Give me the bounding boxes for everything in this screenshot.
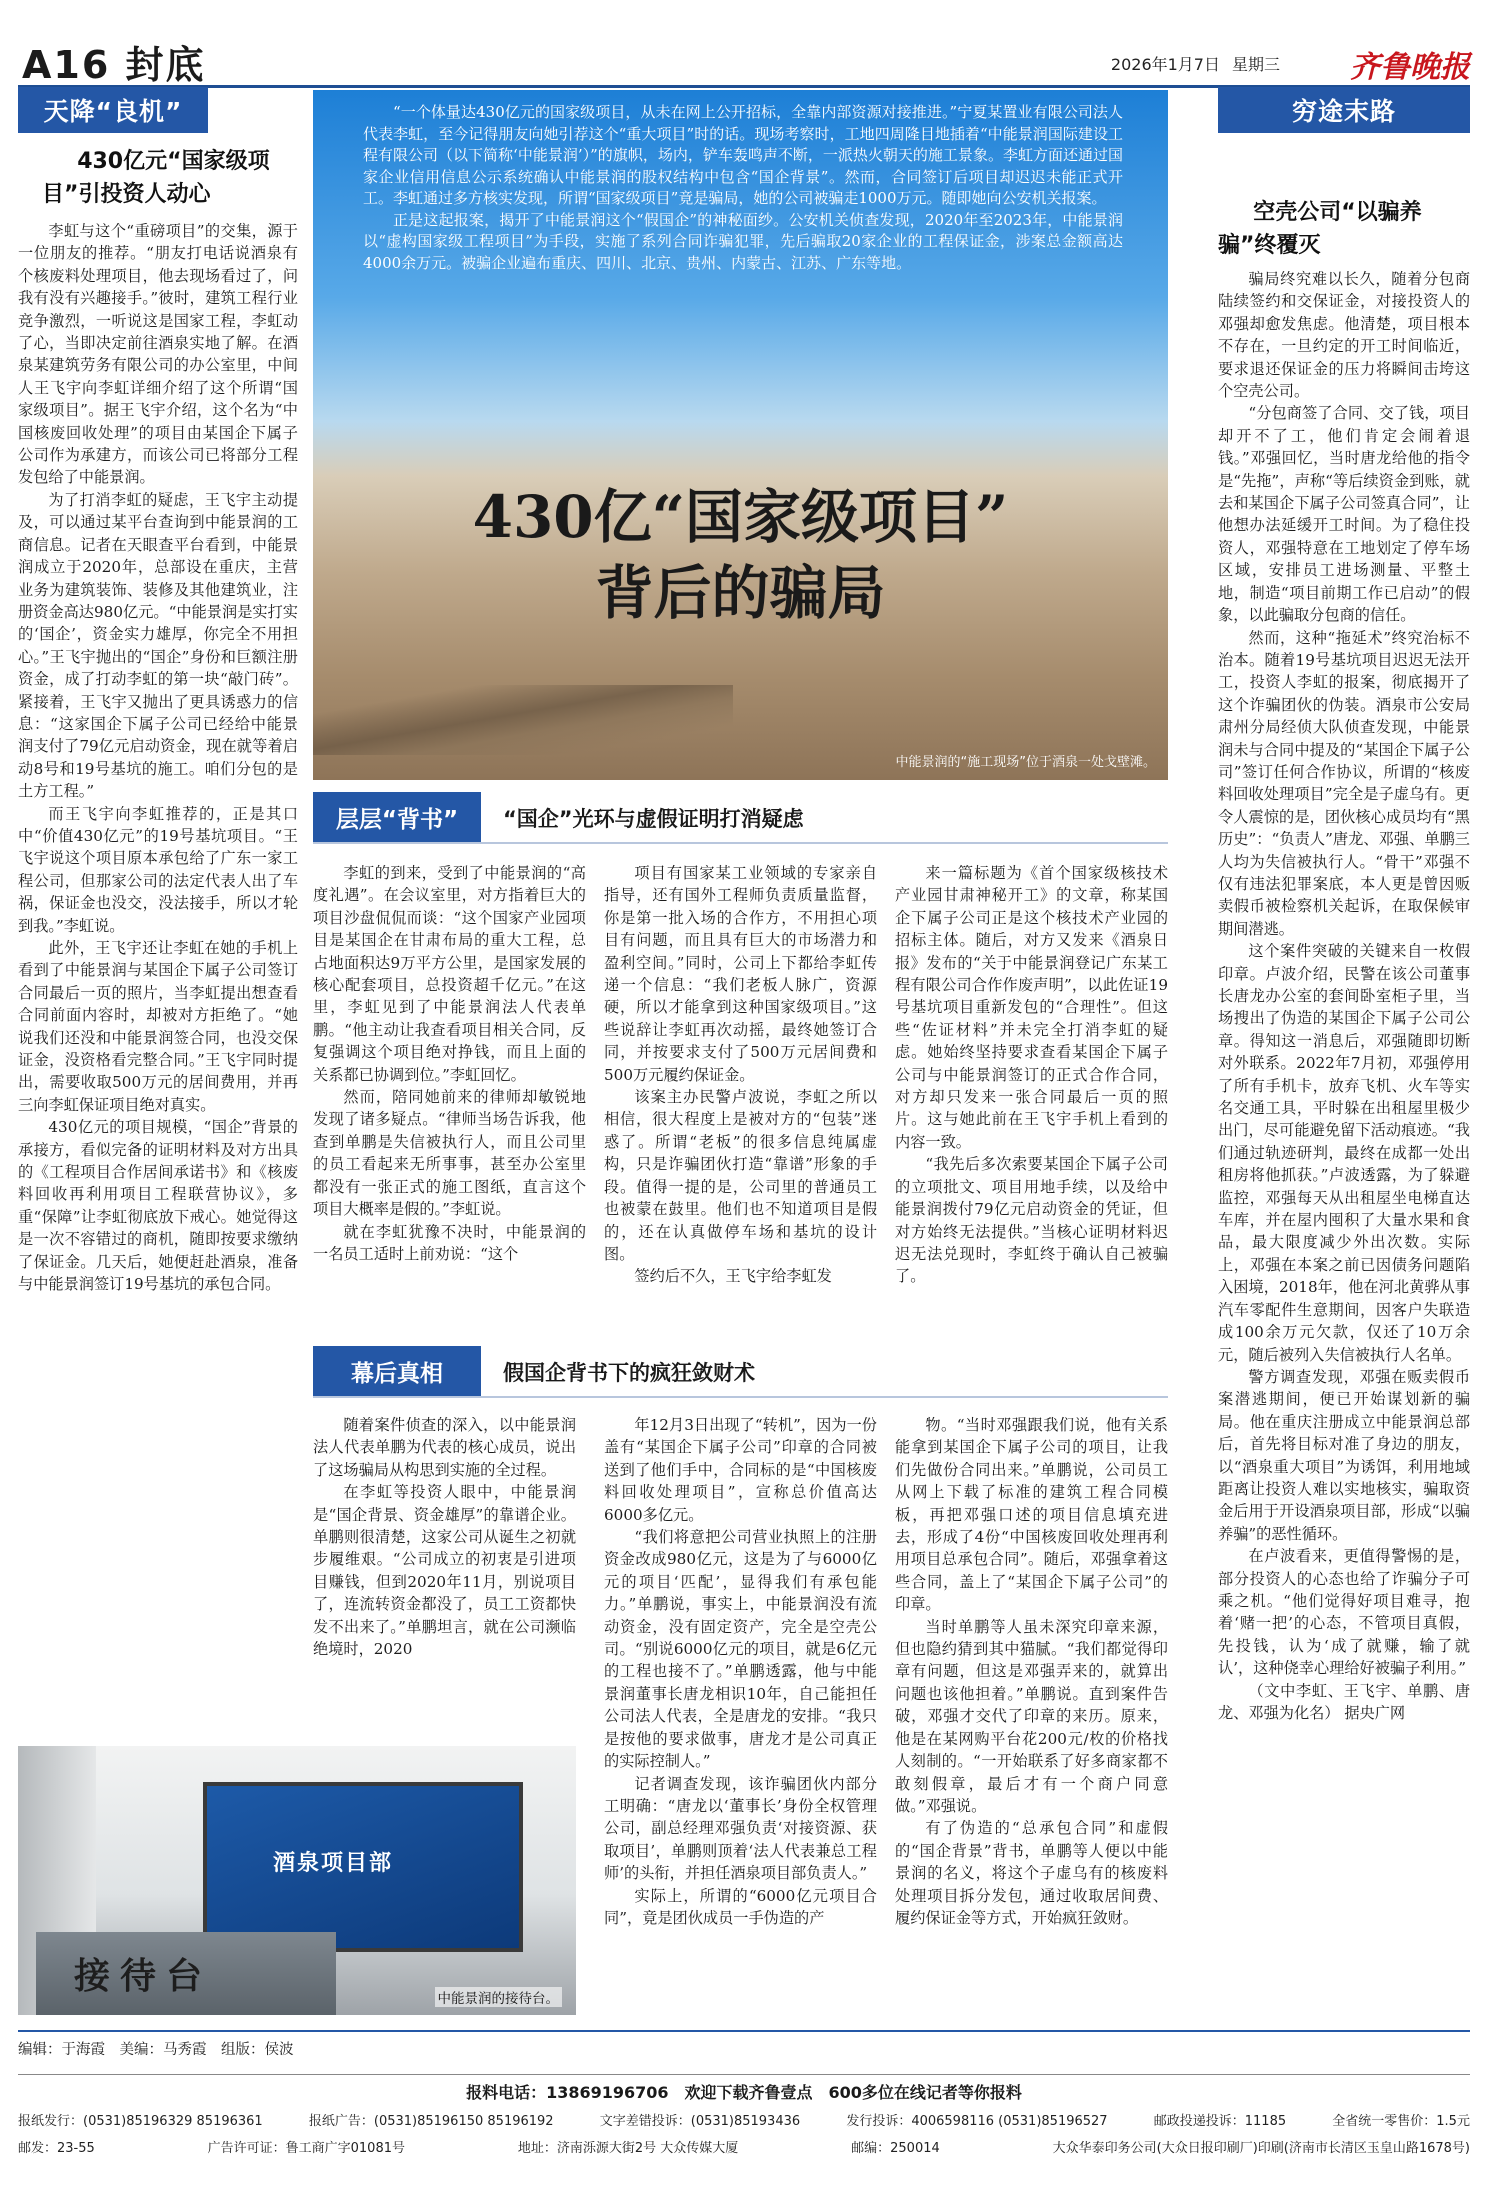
issue-date: 2026年1月7日: [1110, 55, 1220, 74]
left-paragraph: 而王飞宇向李虹推荐的，正是其口中“价值430亿元”的19号基坑项目。“王飞宇说这个项目原本承包给了广东一家工程公司，但那家公司的法定代表人出了车祸，保证金也没交，没法接手，所以才轮到我。”李虹说。: [18, 804, 298, 935]
paragraph: 物。“当时邓强跟我们说，他有关系能拿到某国企下属子公司的项目，让我们先做份合同出来。”单鹏说，公司员工从网上下载了标准的建筑工程合同模板，再把邓强口述的项目信息填充进去，形成了4份“中国核废回收处理再利用项目总承包合同”。随后，邓强拿着这些合同，盖上了“某国企下属子公司”的印章。: [895, 1416, 1168, 1614]
right-subtitle: 空壳公司“以骗养骗”终覆灭: [1218, 200, 1422, 258]
imprint-item: 广告许可证：鲁工商广字01081号: [207, 2141, 405, 2156]
right-paragraph: （文中李虹、王飞宇、单鹏、唐龙、邓强为化名） 据央广网: [1218, 1681, 1470, 1722]
paragraph: 来一篇标题为《首个国家级核技术产业园甘肃神秘开工》的文章，称某国企下属子公司正是这个核技术产业园的招标主体。随后，对方又发来《酒泉日报》发布的“关于中能景润登记广东某工程有限公司合作作废声明”，以此佐证19号基坑项目重新发包的“合理性”。但这些“佐证材料”并未完全打消李虹的疑虑。她始终坚持要求查看某国企下属子公司与中能景润签订的正式合作合同，对方却只发来一张合同最后一页的照片。这与她此前在王飞宇手机上看到的内容一致。: [895, 864, 1168, 1151]
paragraph: “我们将意把公司营业执照上的注册资金改成980亿元，这是为了与6000亿元的项目‘匹配’，显得我们有承包能力。”单鹏说，事实上，中能景润没有流动资金，没有固定资产，完全是空壳公司。“别说6000亿元的项目，就是6亿元的工程也接不了。”单鹏透露，他与中能景润董事长唐龙相识10年，自己能担任公司法人代表，全是唐龙的安排。“我只是按他的要求做事，唐龙才是公司真正的实际控制人。”: [604, 1528, 877, 1771]
paragraph: 有了伪造的“总承包合同”和虚假的“国企背景”背书，单鹏等人便以中能景润的名义，将这个子虚乌有的核废料处理项目拆分发包，通过收取居间费、履约保证金等方式，开始疯狂敛财。: [895, 1819, 1168, 1927]
section-subtitle: 假国企背书下的疯狂敛财术: [503, 1361, 755, 1385]
left-paragraph: 430亿元的项目规模，“国企”背景的承接方，看似完备的证明材料及对方出具的《工程项目合作居间承诺书》和《核废料回收再利用项目工程联营协议》，多重“保障”让李虹彻底放下戒心。她觉得这是一次不容错过的商机，随即按要求缴纳了保证金。几天后，她便赶赴酒泉，准备与中能景润签订19号基坑的承包合同。: [18, 1118, 298, 1294]
photo-reception-desk: 接待台: [36, 1932, 336, 2015]
left-paragraph: 此外，王飞宇还让李虹在她的手机上看到了中能景润与某国企下属子公司签订合同最后一页的照片，当李虹提出想查看合同前面内容时，却被对方拒绝了。“她说我们还没和中能景润签合同，也没交保证金，没资格看完整合同。”王飞宇同时提出，需要收取500万元的居间费用，并再三向李虹保证项目绝对真实。: [18, 939, 298, 1114]
paragraph: 李虹的到来，受到了中能景润的“高度礼遇”。在会议室里，对方指着巨大的项目沙盘侃侃而谈：“这个国家产业园项目是某国企在甘肃布局的重大工程，总占地面积达9万平方公里，是国家发展的核心配套项目，总投资超千亿元。”在这里，李虹见到了中能景润法人代表单鹏。“他主动让我查看项目相关合同，反复强调这个项目绝对挣钱，而且上面的关系都已协调到位。”李虹回忆。: [313, 864, 586, 1084]
hero-photo: [313, 90, 1168, 780]
paragraph: “我先后多次索要某国企下属子公司的立项批文、项目用地手续，以及给中能景润拨付79亿元启动资金的凭证，但对方始终无法提供。”当核心证明材料迟迟无法兑现时，李虹终于确认自己被骗了。: [895, 1155, 1168, 1286]
photo-wall-sign: 酒泉项目部: [203, 1782, 523, 1952]
right-paragraph: 警方调查发现，邓强在贩卖假币案潜逃期间，便已开始谋划新的骗局。他在重庆注册成立中能景润总部后，首先将目标对准了身边的朋友，以“酒泉重大项目”为诱饵，利用地域距离让投资人难以实地核实，骗取资金后用于开设酒泉项目部，形成“以骗养骗”的恶性循环。: [1218, 1367, 1470, 1543]
paragraph: 项目有国家某工业领域的专家亲自指导，还有国外工程师负责质量监督，你是第一批入场的合作方，不用担心项目有问题，而且具有巨大的市场潜力和盈利空间。”同时，公司上下都给李虹传递一个信息：“我们老板人脉广，资源硬，所以才能拿到这种国家级项目。”这些说辞让李虹再次动摇，最终她签订合同，并按要求支付了500万元居间费和500万元履约保证金。: [604, 864, 877, 1084]
imprint-item: 地址：济南泺源大街2号 大众传媒大厦: [517, 2141, 739, 2156]
right-paragraph: 这个案件突破的关键来自一枚假印章。卢波介绍，民警在该公司董事长唐龙办公室的套间卧室柜子里，当场搜出了伪造的某国企下属子公司公章。得知这一消息后，邓强随即切断对外联系。2022年7月初，邓强停用了所有手机卡，放弃飞机、火车等实名交通工具，平时躲在出租屋里极少出门，尽可能避免留下活动痕迹。“我们通过轨迹研判，最终在成都一处出租房将他抓获。”卢波透露，为了躲避监控，邓强每天从出租屋坐电梯直达车库，并在屋内囤积了大量水果和食品，最大限度减少外出次数。实际上，邓强在本案之前已因债务问题陷入困境，2018年，他在河北黄骅从事汽车零配件生意期间，因客户失联造成100余万元欠款，仅还了10万余元，随后被列入失信被执行人名单。: [1218, 942, 1470, 1364]
paragraph: 就在李虹犹豫不决时，中能景润的一名员工适时上前劝说：“这个: [313, 1222, 586, 1263]
newspaper-logo: 齐鲁晚报: [1350, 50, 1470, 85]
section-subtitle: “国企”光环与虚假证明打消疑虑: [503, 807, 804, 831]
right-paragraph: 骗局终究难以长久，随着分包商陆续签约和交保证金，对接投资人的邓强却愈发焦虑。他清楚，项目根本不存在，一旦约定的开工时间临近，要求退还保证金的压力将瞬间击垮这个空壳公司。: [1218, 270, 1470, 401]
sec2-column-2: [604, 1414, 877, 2024]
paragraph: 实际上，所谓的“6000亿元项目合同”，竟是团伙成员一手伪造的产: [604, 1886, 877, 1927]
section-tag: 层层“背书”: [313, 792, 481, 842]
left-subtitle: 430亿元“国家级项目”引投资人动心: [42, 149, 270, 207]
sec2-column-3: [895, 1414, 1168, 2024]
right-article: [1218, 268, 1470, 2024]
right-paragraph: 在卢波看来，更值得警惕的是，部分投资人的心态也给了诈骗分子可乘之机。“他们觉得好项目难寻，抱着‘赌一把’的心态，不管项目真假，先投钱，认为‘成了就赚，输了就认’，这种侥幸心理给好被骗子利用。”: [1218, 1547, 1470, 1678]
imprint-item: 邮编：250014: [851, 2141, 940, 2156]
editors-line: 编辑：于海霞 美编：马秀霞 组版：侯波: [18, 2030, 1470, 2064]
imprint-item: 报纸广告：(0531)85196150 85196192: [308, 2114, 554, 2129]
reception-photo: [18, 1746, 576, 2015]
left-article: [18, 220, 298, 1740]
hero-intro-paragraph: “一个体量达430亿元的国家级项目，从未在网上公开招标，全靠内部资源对接推进。”宁夏某置业有限公司法人代表李虹，至今记得朋友向她引荐这个“重大项目”时的话。现场考察时，工地四周隆目地插着“中能景润国际建设工程有限公司（以下简称‘中能景润’）”的旗帜，场内，铲车轰鸣声不断，一派热火朝天的施工景象。李虹方面还通过国家企业信用信息公示系统确认中能景润的股权结构中包含“国企背景”。然而，合同签订后项目却迟迟未能正式开工。李虹通过多方核实发现，所谓“国家级项目”竟是骗局，她的公司被骗走1000万元。随即她向公安机关报案。: [363, 103, 1123, 207]
sec1-column-3: [895, 862, 1168, 1322]
paragraph: 年12月3日出现了“转机”，因为一份盖有“某国企下属子公司”印章的合同被送到了他们手中，合同标的是“中国核废料回收处理项目”，宣称总价值高达6000多亿元。: [604, 1416, 877, 1524]
hero-intro: [363, 102, 1123, 274]
sec2-column-1: [313, 1414, 576, 1734]
paragraph: 在李虹等投资人眼中，中能景润是“国企背景、资金雄厚”的靠谱企业。单鹏则很清楚，这家公司从诞生之初就步履维艰。“公司成立的初衷是引进项目赚钱，但到2020年11月，别说项目了，连流转资金都没了，员工工资都快发不出来了。”单鹏坦言，就在公司濒临绝境时，2020: [313, 1483, 576, 1659]
news-hotline: 报料电话：13869196706 欢迎下载齐鲁壹点 600多位在线记者等你报料: [18, 2074, 1470, 2102]
photo-caption: 中能景润的接待台。: [435, 1987, 563, 2007]
sec1-column-1: [313, 862, 586, 1322]
headline-line-2: 背后的骗局: [595, 559, 886, 627]
imprint-item: 邮政投递投诉：11185: [1153, 2114, 1287, 2129]
left-paragraph: 为了打消李虹的疑虑，王飞宇主动提及，可以通过某平台查询到中能景润的工商信息。记者在天眼查平台看到，中能景润成立于2020年，总部设在重庆，主营业务为建筑装饰、装修及其他建筑业，注册资金高达980亿元。“中能景润是实打实的‘国企’，资金实力雄厚，你完全不用担心。”王飞宇抛出的“国企”身份和巨额注册资金，成了打动李虹的第一块“敲门砖”。紧接着，王飞宇又抛出了更具诱惑力的信息：“这家国企下属子公司已经给中能景润支付了79亿元启动资金，现在就等着启动8号和19号基坑的施工。咱们分包的是土方工程。”: [18, 490, 298, 801]
right-paragraph: “分包商签了合同、交了钱，项目却开不了工，他们肯定会闹着退钱。”邓强回忆，当时唐龙给他的指令是“先拖”，声称“等后续资金到账，就去和某国企下属子公司签真合同”，让他想办法延缓开工时间。为了稳住投资人，邓强特意在工地划定了停车场区域，安排员工进场测量、平整土地，制造“项目前期工作已启动”的假象，以此骗取分包商的信任。: [1218, 404, 1470, 625]
paragraph: 当时单鹏等人虽未深究印章来源，但也隐约猜到其中猫腻。“我们都觉得印章有问题，但这是邓强弄来的，就算出问题也该他担着。”单鹏说。直到案件告破，邓强才交代了印章的来历。原来，他是在某网购平台花200元/枚的价格找人刻制的。“一开始联系了好多商家都不敢刻假章，最后才有一个商户同意做。”邓强说。: [895, 1617, 1168, 1815]
left-paragraph: 李虹与这个“重磅项目”的交集，源于一位朋友的推荐。“朋友打电话说酒泉有个核废料处理项目，他去现场看过了，问我有没有兴趣接手。”彼时，建筑工程行业竞争激烈，一听说这是国家工程，李虹动了心，当即决定前往酒泉实地了解。在酒泉某建筑劳务有限公司的办公室里，中间人王飞宇向李虹详细介绍了这个所谓“国家级项目”。据王飞宇介绍，这个名为“中国核废回收处理”的项目由某国企下属子公司作为承建方，而该公司已将部分工程发包给了中能景润。: [18, 222, 298, 487]
section-bar-2: [313, 1346, 1168, 1398]
imprint-line-2: [18, 2137, 1470, 2156]
right-section-tag: 穷途末路: [1218, 87, 1470, 133]
headline-line-1: 430亿“国家级项目”: [472, 483, 1009, 551]
paragraph: 然而，陪同她前来的律师却敏锐地发现了诸多疑点。“律师当场告诉我，他查到单鹏是失信被执行人，而且公司里的员工看起来无所事事，甚至办公室里都没有一张正式的施工图纸，直言这个项目大概率是假的。”李虹说。: [313, 1088, 586, 1219]
paragraph: 随着案件侦查的深入，以中能景润法人代表单鹏为代表的核心成员，说出了这场骗局从构思到实施的全过程。: [313, 1416, 576, 1479]
trench-decoration: [313, 685, 733, 755]
paragraph: 签约后不久，王飞宇给李虹发: [634, 1267, 832, 1286]
masthead: [18, 30, 1470, 88]
issue-weekday: 星期三: [1231, 55, 1280, 74]
paragraph: 记者调查发现，该诈骗团伙内部分工明确：“唐龙以‘董事长’身份全权管理公司，副总经理邓强负责‘对接资源、获取项目’，单鹏则顶着‘法人代表兼总工程师’的头衔，并担任酒泉项目部负责人。”: [604, 1774, 877, 1883]
hero-intro-paragraph: 正是这起报案，揭开了中能景润这个“假国企”的神秘面纱。公安机关侦查发现，2020年至2023年，中能景润以“虚构国家级工程项目”为手段，实施了系列合同诈骗犯罪，先后骗取20家企业的工程保证金，涉案总金额高达4000余万元。被骗企业遍布重庆、四川、北京、贵州、内蒙古、江苏、广东等地。: [363, 210, 1123, 272]
hero-caption: 中能景润的“施工现场”位于酒泉一处戈壁滩。: [895, 755, 1156, 770]
imprint-item: 文字差错投诉：(0531)85193436: [599, 2114, 801, 2129]
imprint-item: 发行投诉：4006598116 (0531)85196527: [846, 2114, 1108, 2129]
paragraph: 该案主办民警卢波说，李虹之所以相信，很大程度上是被对方的“包装”迷惑了。所谓“老板”的很多信息纯属虚构，只是诈骗团伙打造“靠谱”形象的手段。值得一提的是，公司里的普通员工也被蒙在鼓里。他们也不知道项目是假的，还在认真做停车场和基坑的设计图。: [604, 1088, 877, 1263]
section-tag: 幕后真相: [313, 1346, 481, 1396]
right-paragraph: 然而，这种“拖延术”终究治标不治本。随着19号基坑项目迟迟无法开工，投资人李虹的报案，彻底揭开了这个诈骗团伙的伪装。酒泉市公安局肃州分局经侦大队侦查发现，中能景润未与合同中提及的“某国企下属子公司”签订任何合作协议，所谓的“核废料回收处理项目”完全是子虚乌有。更令人震惊的是，团伙核心成员均有“黑历史”：“负责人”唐龙、邓强、单鹏三人均为失信被执行人。“骨干”邓强不仅有违法犯罪案底，本人更是曾因贩卖假币被检察机关起诉，在取保候审期间潜逃。: [1218, 628, 1470, 938]
imprint-item: 大众华泰印务公司(大众日报印刷厂)印刷(济南市长清区玉皇山路1678号): [1052, 2141, 1470, 2156]
sec1-column-2: [604, 862, 877, 1322]
imprint-item: 报纸发行：(0531)85196329 85196361: [18, 2114, 263, 2129]
imprint-item: 全省统一零售价：1.5元: [1332, 2114, 1470, 2129]
page-label: A16 封底: [22, 43, 206, 87]
imprint-line-1: [18, 2110, 1470, 2129]
left-section-tag: 天降“良机”: [18, 87, 208, 133]
section-bar-1: [313, 792, 1168, 844]
imprint-item: 邮发：23-55: [18, 2141, 95, 2156]
